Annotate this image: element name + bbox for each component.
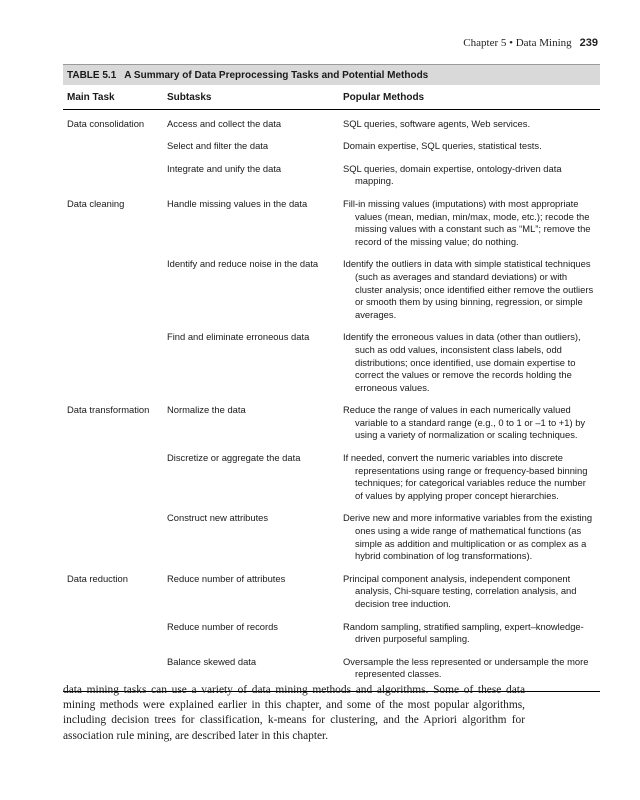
table-row <box>63 258 600 331</box>
method-cell-text: SQL queries, domain expertise, ontology-driven data mapping. <box>343 162 562 187</box>
table-row <box>63 452 600 512</box>
table-header-row <box>63 86 600 109</box>
subtask-cell-text: Normalize the data <box>167 404 246 416</box>
subtask-cell <box>163 512 339 572</box>
method-cell-text: SQL queries, software agents, Web services. <box>343 117 531 129</box>
table-row <box>63 573 600 621</box>
running-header <box>463 37 598 49</box>
main-task-cell-text: Data reduction <box>67 572 128 584</box>
method-cell-text: Derive new and more informative variables from the existing ones using a wide range of mathematical functions (as simple as addition and multiplication or as complex as a hybrid combination of log transformations). <box>343 512 593 562</box>
main-task-cell <box>63 198 163 258</box>
main-task-cell <box>63 512 163 572</box>
subtask-cell <box>163 452 339 512</box>
column-header: Subtasks <box>163 86 339 109</box>
method-cell <box>339 331 600 404</box>
page-number: 239 <box>579 37 598 49</box>
method-cell-text: Identify the erroneous values in data (other than outliers), such as odd values, inconsistent class labels, odd distributions; once identified, use domain expertise to correct the values or remove the records holding the erroneous values. <box>343 331 581 393</box>
subtask-cell <box>163 140 339 163</box>
subtask-cell-text: Identify and reduce noise in the data <box>167 258 319 270</box>
main-task-cell-text: Data consolidation <box>67 117 145 129</box>
main-task-cell-text: Data cleaning <box>67 197 125 209</box>
method-cell <box>339 573 600 621</box>
main-task-cell <box>63 163 163 198</box>
method-cell <box>339 140 600 163</box>
method-cell-text: Domain expertise, SQL queries, statistical tests. <box>343 140 542 152</box>
table-title: A Summary of Data Preprocessing Tasks and Potential Methods <box>124 70 429 81</box>
main-task-cell-text: Data transformation <box>67 404 150 416</box>
table-label: TABLE 5.1 <box>67 70 117 81</box>
main-task-cell <box>63 452 163 512</box>
subtask-cell <box>163 109 339 140</box>
method-cell <box>339 258 600 331</box>
method-cell <box>339 512 600 572</box>
method-cell <box>339 621 600 656</box>
method-cell-text: Reduce the range of values in each numerically valued variable to a standard range (e.g., 0 to 1 or –1 to +1) by using a variety of normalization or scaling techniques. <box>343 404 586 441</box>
table-row <box>63 512 600 572</box>
subtask-cell <box>163 331 339 404</box>
main-task-cell <box>63 621 163 656</box>
subtask-cell <box>163 163 339 198</box>
method-cell <box>339 452 600 512</box>
method-cell <box>339 198 600 258</box>
main-task-cell <box>63 404 163 452</box>
subtask-cell <box>163 404 339 452</box>
method-cell-text: If needed, convert the numeric variables into discrete representations using range or frequency-based binning techniques; for categorical variables reduce the number of values by applying proper concept hierarchies. <box>343 452 588 501</box>
subtask-cell-text: Construct new attributes <box>167 512 269 524</box>
subtask-cell-text: Select and filter the data <box>167 140 269 152</box>
body-paragraph: data mining tasks can use a variety of data mining methods and algorithms. Some of these data mining methods were explained earlier in this chapter, and some of the most popular algorithms, including decision trees for classification, k-means for clustering, and the Apriori algorithm for association rule mining, are described later in this chapter. <box>63 684 525 742</box>
column-header: Popular Methods <box>339 86 600 109</box>
method-cell-text: Principal component analysis, independent component analysis, Chi-square testing, correlation analysis, and decision tree induction. <box>343 572 577 609</box>
method-cell <box>339 163 600 198</box>
subtask-cell-text: Reduce number of records <box>167 620 278 632</box>
subtask-cell-text: Find and eliminate erroneous data <box>167 331 310 343</box>
subtask-cell-text: Access and collect the data <box>167 117 282 129</box>
subtask-cell <box>163 573 339 621</box>
subtask-cell-text: Handle missing values in the data <box>167 197 308 209</box>
method-cell-text: Fill-in missing values (imputations) with most appropriate values (mean, median, min/max, mode, etc.); recode the missing values with a constant such as “ML”; remove the record of the missing value; do nothing. <box>343 197 591 247</box>
method-cell <box>339 109 600 140</box>
table-row <box>63 163 600 198</box>
table-caption <box>63 64 600 85</box>
main-task-cell <box>63 258 163 331</box>
method-cell-text: Identify the outliers in data with simple statistical techniques (such as averages and standard deviations) or with cluster analysis; once identified either remove the outliers or smooth them by using binning, regression, or simple averages. <box>343 258 594 320</box>
main-task-cell <box>63 573 163 621</box>
method-cell-text: Random sampling, stratified sampling, expert–knowledge-driven purposeful sampling. <box>343 620 584 645</box>
table-row <box>63 404 600 452</box>
chapter-title: Chapter 5 • Data Mining <box>463 37 572 49</box>
table-row <box>63 621 600 656</box>
main-task-cell <box>63 109 163 140</box>
table-row <box>63 331 600 404</box>
subtask-cell-text: Reduce number of attributes <box>167 572 286 584</box>
subtask-cell-text: Discretize or aggregate the data <box>167 452 301 464</box>
preprocessing-table <box>63 86 600 692</box>
table-row <box>63 109 600 140</box>
main-task-cell <box>63 140 163 163</box>
subtask-cell-text: Balance skewed data <box>167 655 257 667</box>
subtask-cell-text: Integrate and unify the data <box>167 162 282 174</box>
table-row <box>63 198 600 258</box>
table-body <box>63 109 600 691</box>
table-row <box>63 140 600 163</box>
method-cell <box>339 404 600 452</box>
subtask-cell <box>163 258 339 331</box>
column-header: Main Task <box>63 86 163 109</box>
subtask-cell <box>163 621 339 656</box>
method-cell-text: Oversample the less represented or undersample the more represented classes. <box>343 655 589 680</box>
main-task-cell <box>63 331 163 404</box>
subtask-cell <box>163 198 339 258</box>
